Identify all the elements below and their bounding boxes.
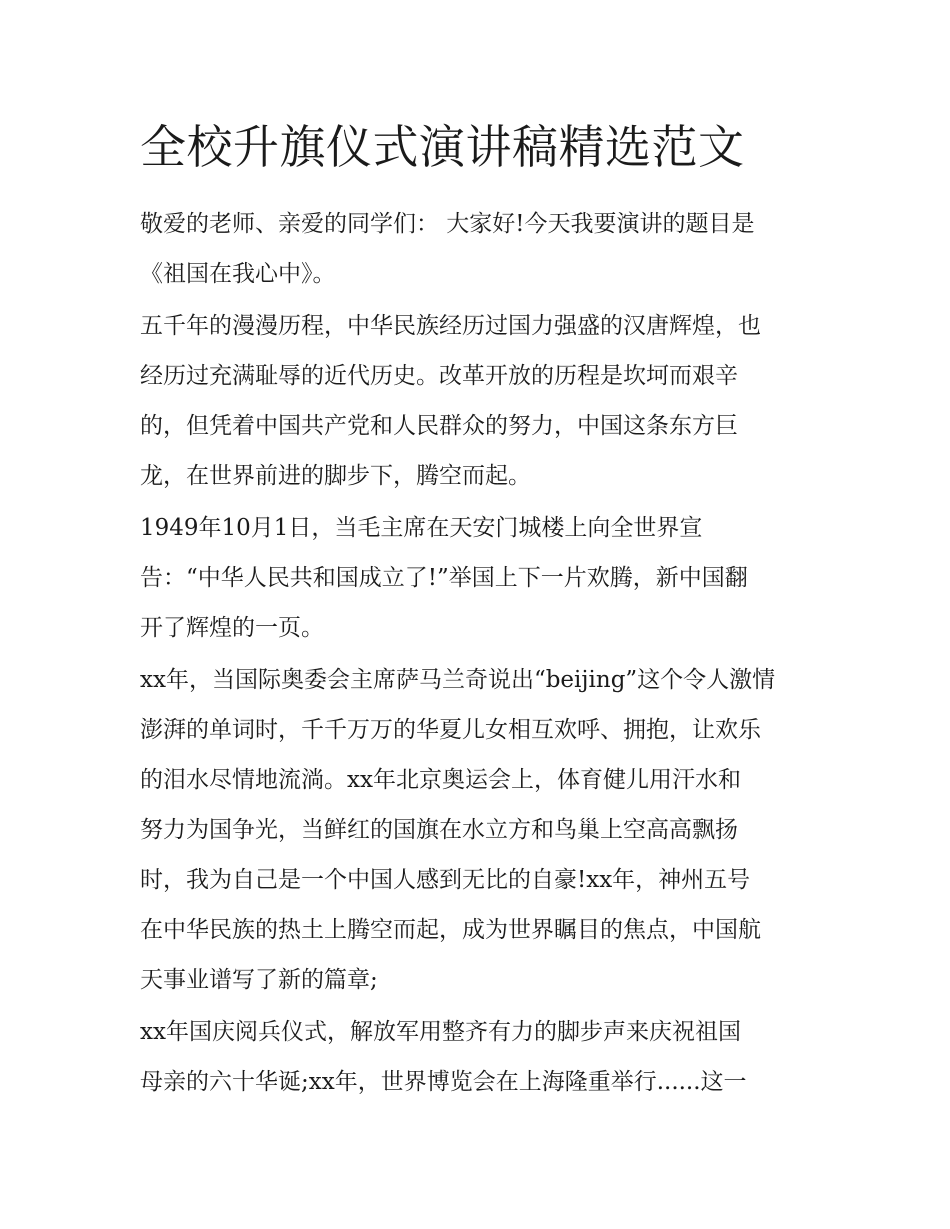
body-line-16: 天事业谱写了新的篇章;: [140, 967, 378, 993]
body-line-5: 的，但凭着中国共产党和人民群众的努力，中国这条东方巨: [140, 413, 738, 439]
body-line-15: 在中华民族的热土上腾空而起，成为世界瞩目的焦点，中国航: [140, 917, 761, 943]
body-line-14: 时，我为自己是一个中国人感到无比的自豪!xx年，神州五号: [140, 867, 751, 893]
body-line-2: 《祖国在我心中》。: [140, 261, 336, 287]
body-line-10: xx年，当国际奥委会主席萨马兰奇说出“beijing”这个令人激情: [140, 667, 776, 693]
body-line-11: 澎湃的单词时，千千万万的华夏儿女相互欢呼、拥抱，让欢乐: [140, 717, 761, 743]
body-line-4: 经历过充满耻辱的近代历史。改革开放的历程是坎坷而艰辛: [140, 363, 738, 389]
body-line-6: 龙，在世界前进的脚步下，腾空而起。: [140, 463, 531, 489]
body-line-1: 敬爱的老师、亲爱的同学们： 大家好!今天我要演讲的题目是: [140, 211, 755, 237]
body-line-12: 的泪水尽情地流淌。xx年北京奥运会上，体育健儿用汗水和: [140, 767, 741, 793]
body-line-18: 母亲的六十华诞;xx年，世界博览会在上海隆重举行......这一: [140, 1069, 747, 1095]
document-title: 全校升旗仪式演讲稿精选范文: [140, 120, 745, 174]
body-line-7: 1949年10月1日，当毛主席在天安门城楼上向全世界宣: [140, 515, 703, 541]
body-line-8: 告：“中华人民共和国成立了!”举国上下一片欢腾，新中国翻: [140, 565, 748, 591]
body-line-9: 开了辉煌的一页。: [140, 615, 324, 641]
body-line-17: xx年国庆阅兵仪式，解放军用整齐有力的脚步声来庆祝祖国: [140, 1019, 741, 1045]
body-line-3: 五千年的漫漫历程，中华民族经历过国力强盛的汉唐辉煌，也: [140, 313, 761, 339]
body-line-13: 努力为国争光，当鲜红的国旗在水立方和鸟巢上空高高飘扬: [140, 817, 738, 843]
